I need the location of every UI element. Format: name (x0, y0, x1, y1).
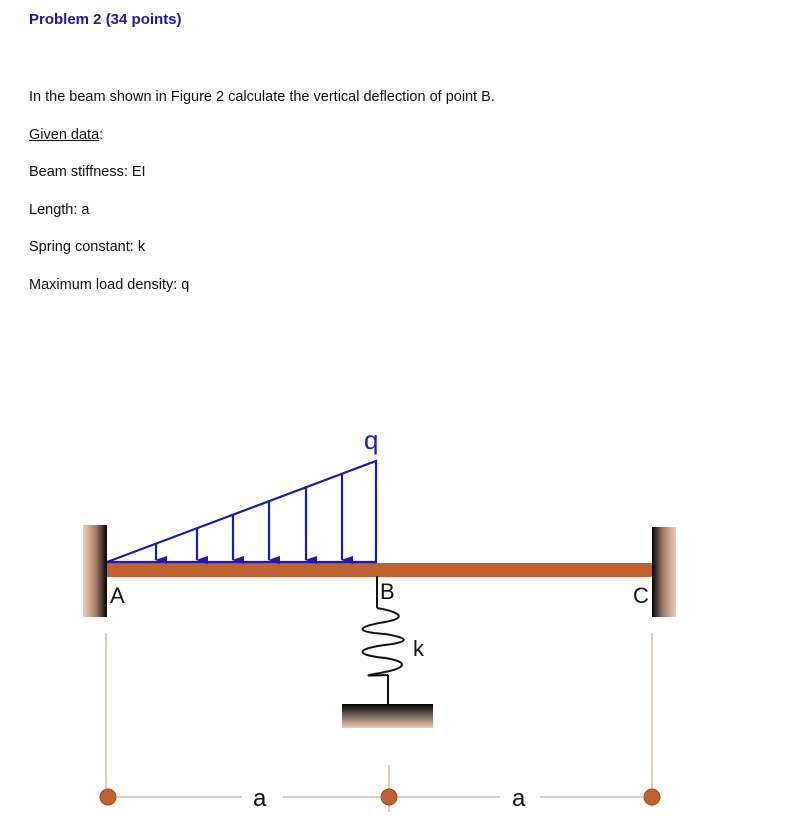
dimension-label-bc: a (512, 785, 526, 812)
given-data-label: Given data (29, 127, 100, 143)
spring-ground (342, 704, 433, 728)
given-data-colon: : (99, 127, 104, 143)
given-spring: Spring constant: k (29, 239, 146, 255)
dimension-label-ab: a (253, 785, 267, 812)
fixed-support-c (652, 527, 676, 617)
spring-label-k: k (413, 636, 424, 661)
node-a (100, 789, 116, 805)
point-label-b: B (380, 579, 395, 604)
point-label-c: C (633, 583, 649, 608)
given-stiffness: Beam stiffness: EI (29, 164, 146, 180)
given-length: Length: a (29, 202, 90, 218)
fixed-support-a (83, 525, 107, 617)
problem-title: Problem 2 (34 points) (29, 11, 182, 28)
node-b (381, 789, 397, 805)
point-label-a: A (110, 583, 125, 608)
triangular-load (107, 461, 376, 562)
load-label-q: q (364, 425, 379, 455)
node-c (644, 789, 660, 805)
problem-statement: In the beam shown in Figure 2 calculate the vertical deflection of point B. (29, 89, 495, 105)
given-load: Maximum load density: q (29, 277, 190, 293)
beam (107, 563, 653, 577)
